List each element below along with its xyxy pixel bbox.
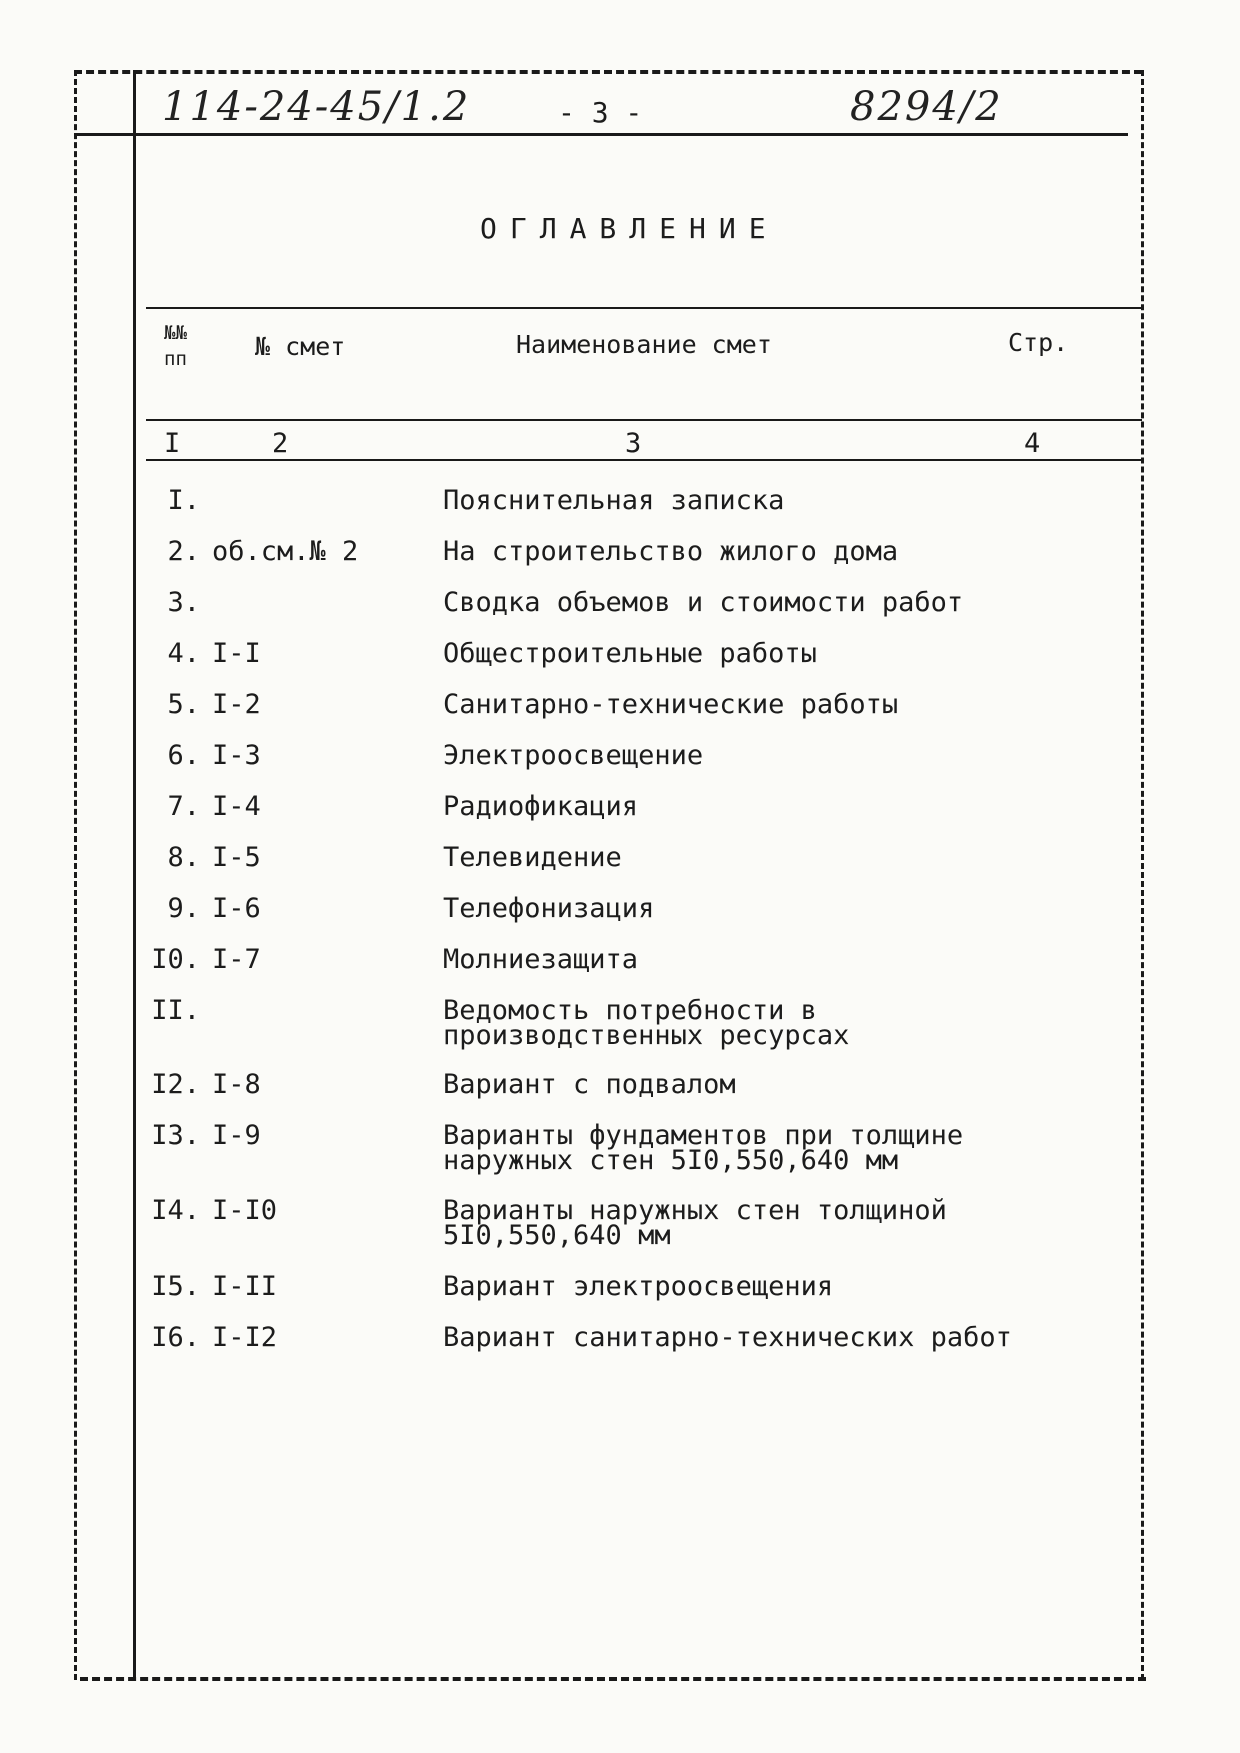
row-name: Сводка объемов и стоимости работ bbox=[443, 587, 964, 618]
row-number: I3. bbox=[151, 1120, 200, 1151]
row-name: Вариант электроосвещения bbox=[443, 1271, 834, 1302]
binding-margin-line bbox=[133, 70, 136, 1680]
row-number: 3. bbox=[167, 587, 200, 618]
header-bottom-rule bbox=[146, 419, 1142, 421]
row-name: Общестроительные работы bbox=[443, 638, 817, 669]
table-row bbox=[148, 638, 1048, 692]
page-number: - 3 - bbox=[558, 96, 643, 129]
row-number: 5. bbox=[167, 689, 200, 720]
row-number: II. bbox=[151, 995, 200, 1026]
frame-top-border bbox=[74, 70, 1142, 74]
column-header-name: Наименование смет bbox=[516, 330, 772, 359]
row-smeta-code: I-3 bbox=[212, 740, 261, 771]
row-smeta-code: I-6 bbox=[212, 893, 261, 924]
column-number: I bbox=[164, 428, 181, 459]
column-header-nn: №№ пп bbox=[164, 322, 187, 370]
document-code: 114-24-45/1.2 bbox=[162, 84, 471, 130]
row-name: Пояснительная записка bbox=[443, 485, 785, 516]
table-row bbox=[148, 1120, 1048, 1198]
row-name: Вариант санитарно-технических работ bbox=[443, 1322, 1012, 1353]
table-row bbox=[148, 893, 1048, 947]
row-smeta-code: I-I bbox=[212, 638, 261, 669]
table-row bbox=[148, 791, 1048, 845]
table-row bbox=[148, 485, 1048, 539]
row-name: Молниезащита bbox=[443, 944, 639, 975]
row-name: Варианты наружных стен толщиной 5I0,550,640 мм bbox=[443, 1195, 947, 1251]
row-number: 9. bbox=[167, 893, 200, 924]
column-numbers-rule bbox=[146, 459, 1142, 461]
row-number: 4. bbox=[167, 638, 200, 669]
row-smeta-code: об.см.№ 2 bbox=[212, 536, 359, 567]
row-smeta-code: I-5 bbox=[212, 842, 261, 873]
table-row bbox=[148, 1322, 1048, 1376]
column-header-smeta-number: № смет bbox=[255, 332, 346, 361]
row-number: I0. bbox=[151, 944, 200, 975]
row-smeta-code: I-I2 bbox=[212, 1322, 278, 1353]
table-top-rule bbox=[146, 307, 1142, 309]
table-row bbox=[148, 944, 1048, 998]
row-smeta-code: I-I0 bbox=[212, 1195, 278, 1226]
page-title: ОГЛАВЛЕНИЕ bbox=[480, 212, 779, 245]
row-name: Санитарно-технические работы bbox=[443, 689, 899, 720]
row-number: 6. bbox=[167, 740, 200, 771]
column-number: 2 bbox=[272, 428, 289, 459]
row-name: Варианты фундаментов при толщине наружных стен 5I0,550,640 мм bbox=[443, 1120, 964, 1176]
row-number: I. bbox=[167, 485, 200, 516]
row-name: Радиофикация bbox=[443, 791, 639, 822]
row-smeta-code: I-9 bbox=[212, 1120, 261, 1151]
row-name: На строительство жилого дома bbox=[443, 536, 899, 567]
frame-right-border bbox=[1141, 70, 1144, 1680]
row-number: 7. bbox=[167, 791, 200, 822]
table-row bbox=[148, 1271, 1048, 1325]
column-number: 4 bbox=[1024, 428, 1041, 459]
table-row bbox=[148, 842, 1048, 896]
row-name: Телефонизация bbox=[443, 893, 655, 924]
row-number: 8. bbox=[167, 842, 200, 873]
row-number: I4. bbox=[151, 1195, 200, 1226]
row-smeta-code: I-2 bbox=[212, 689, 261, 720]
row-number: I6. bbox=[151, 1322, 200, 1353]
frame-left-border bbox=[74, 70, 77, 1680]
table-row bbox=[148, 1195, 1048, 1274]
row-name: Телевидение bbox=[443, 842, 622, 873]
toc-rows bbox=[148, 485, 1048, 1376]
table-row bbox=[148, 587, 1048, 641]
table-row bbox=[148, 995, 1048, 1072]
row-smeta-code: I-7 bbox=[212, 944, 261, 975]
table-row bbox=[148, 1069, 1048, 1123]
row-number: 2. bbox=[167, 536, 200, 567]
column-header-page: Стр. bbox=[1008, 328, 1069, 357]
row-name: Электроосвещение bbox=[443, 740, 704, 771]
row-number: I2. bbox=[151, 1069, 200, 1100]
column-number: 3 bbox=[625, 428, 642, 459]
header-rule bbox=[74, 133, 1128, 136]
document-number: 8294/2 bbox=[850, 84, 1003, 130]
frame-bottom-border bbox=[80, 1677, 1146, 1681]
table-row bbox=[148, 536, 1048, 590]
row-number: I5. bbox=[151, 1271, 200, 1302]
row-smeta-code: I-8 bbox=[212, 1069, 261, 1100]
row-smeta-code: I-4 bbox=[212, 791, 261, 822]
table-row bbox=[148, 740, 1048, 794]
row-name: Ведомость потребности в производственных ресурсах bbox=[443, 995, 850, 1051]
row-smeta-code: I-II bbox=[212, 1271, 278, 1302]
table-row bbox=[148, 689, 1048, 743]
row-name: Вариант с подвалом bbox=[443, 1069, 736, 1100]
